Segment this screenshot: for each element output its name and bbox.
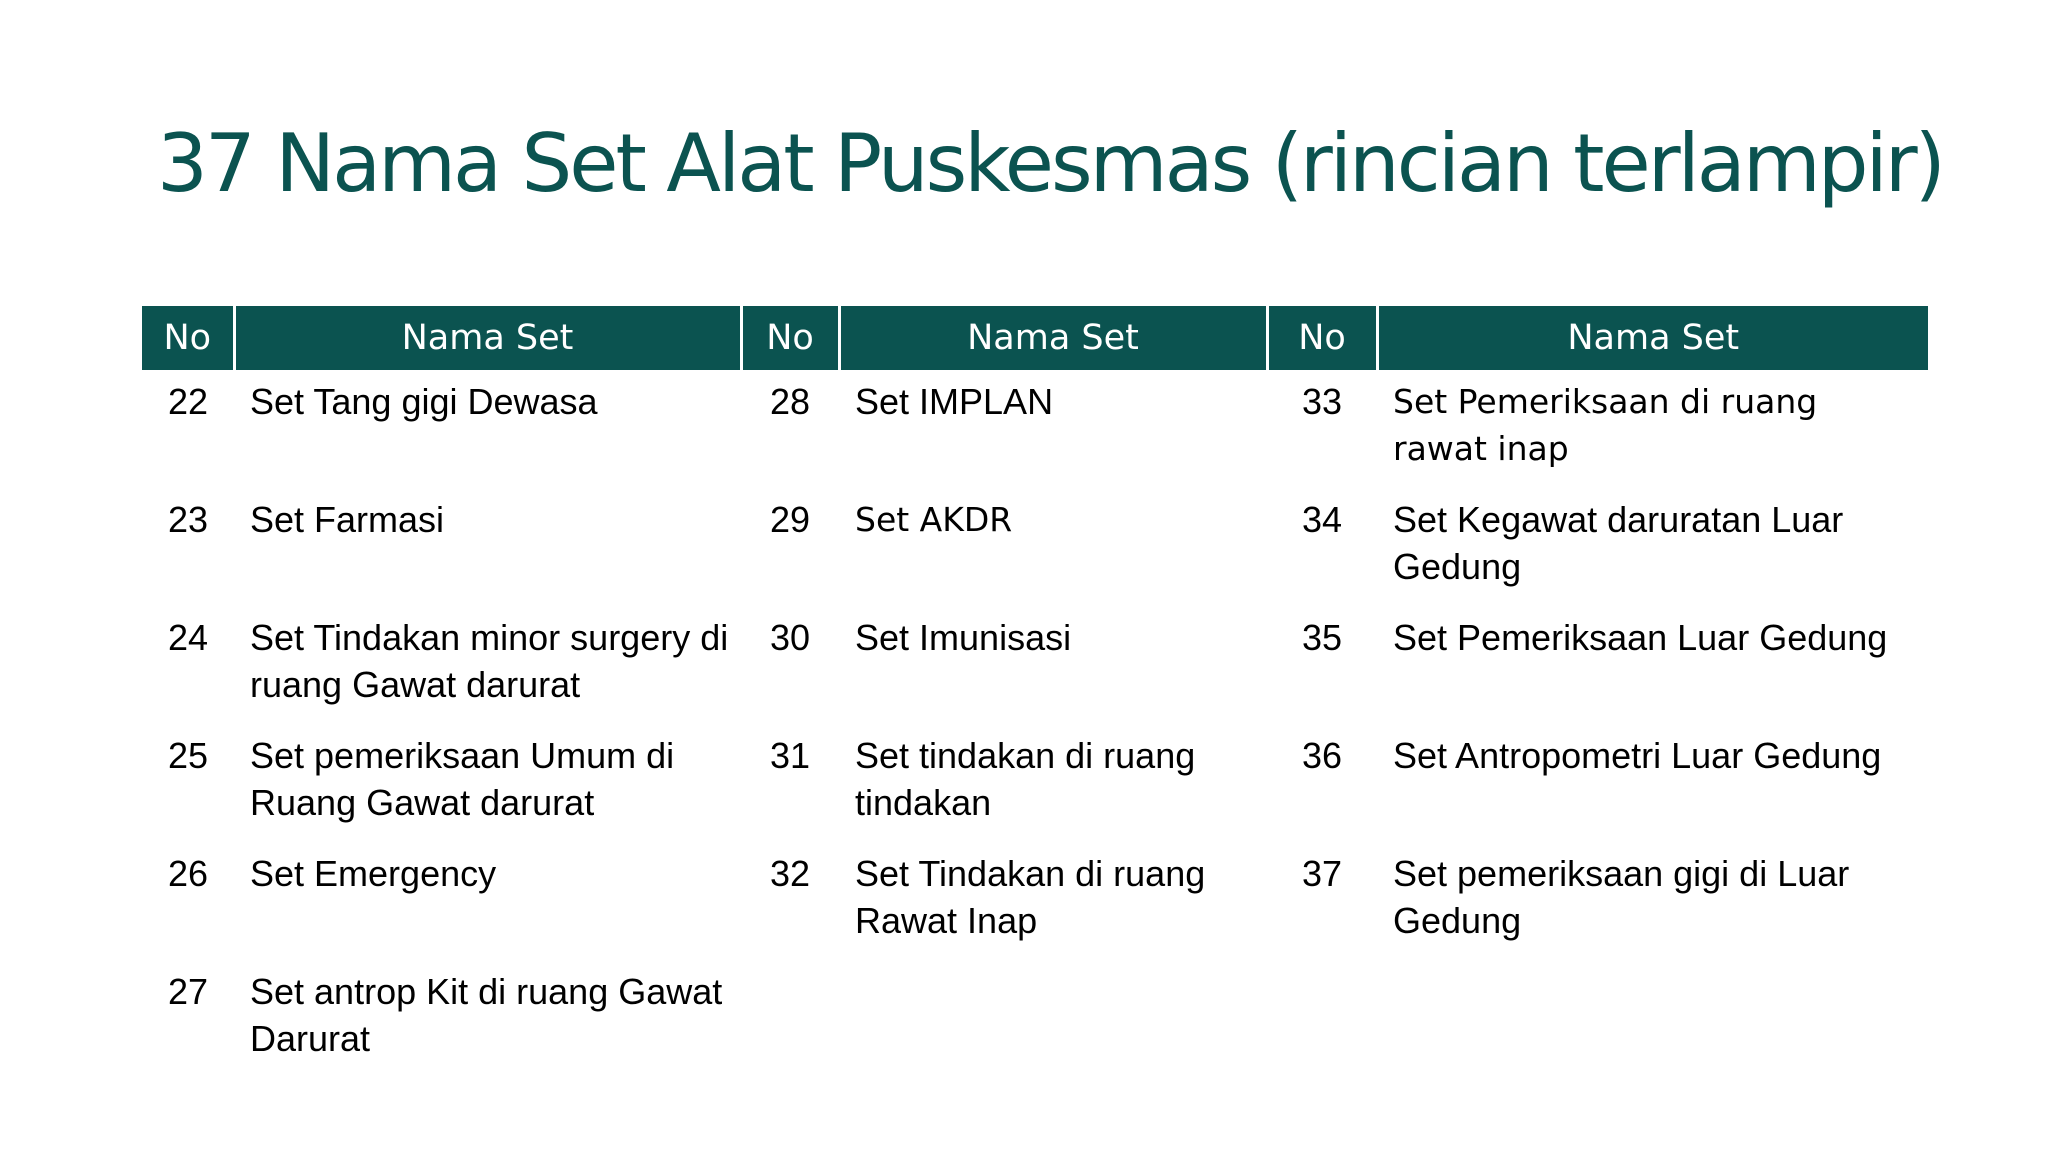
table-row	[142, 370, 1928, 480]
set-name: Set IMPLAN	[855, 381, 1054, 422]
set-name: Set tindakan di ruang tindakan	[855, 735, 1196, 823]
set-number: 33	[1301, 381, 1343, 422]
empty-cell	[839, 952, 1267, 1070]
set-name: Set Antropometri Luar Gedung	[1393, 735, 1882, 776]
set-number: 27	[167, 971, 209, 1012]
set-name: Set Tindakan di ruang Rawat Inap	[855, 853, 1206, 941]
empty-cell	[1267, 952, 1377, 1070]
set-number: 23	[167, 499, 209, 540]
slide-title: 37 Nama Set Alat Puskesmas (rincian terlampir)	[157, 117, 1943, 210]
set-name: Set Tang gigi Dewasa	[250, 381, 598, 422]
header-name: Nama Set	[839, 306, 1267, 370]
set-name: Set AKDR	[855, 500, 1013, 539]
set-number: 22	[167, 381, 209, 422]
table-row	[142, 598, 1928, 716]
set-name: Set Emergency	[250, 853, 497, 894]
set-name: Set Kegawat daruratan Luar Gedung	[1393, 499, 1844, 587]
table-row	[142, 480, 1928, 598]
set-number: 25	[167, 735, 209, 776]
table-row	[142, 952, 1928, 1070]
set-name: Set Tindakan minor surgery di ruang Gawat darurat	[250, 617, 729, 705]
set-number: 26	[167, 853, 209, 894]
set-number: 32	[769, 853, 811, 894]
header-name: Nama Set	[1377, 306, 1928, 370]
set-name: Set antrop Kit di ruang Gawat Darurat	[250, 971, 723, 1059]
set-number: 28	[769, 381, 811, 422]
header-no: No	[142, 306, 234, 370]
set-number: 36	[1301, 735, 1343, 776]
set-number: 37	[1301, 853, 1343, 894]
set-name: Set Pemeriksaan Luar Gedung	[1393, 617, 1888, 658]
set-number: 30	[769, 617, 811, 658]
empty-cell	[1377, 952, 1928, 1070]
set-name: Set Pemeriksaan di ruang rawat inap	[1393, 382, 1818, 468]
set-name: Set Imunisasi	[855, 617, 1072, 658]
equipment-set-table	[142, 306, 1928, 1070]
set-number: 24	[167, 617, 209, 658]
set-number: 31	[769, 735, 811, 776]
set-number: 29	[769, 499, 811, 540]
set-number: 34	[1301, 499, 1343, 540]
empty-cell	[741, 952, 839, 1070]
set-name: Set pemeriksaan gigi di Luar Gedung	[1393, 853, 1850, 941]
header-name: Nama Set	[234, 306, 741, 370]
set-number: 35	[1301, 617, 1343, 658]
table-header-row	[142, 306, 1928, 370]
header-no: No	[1267, 306, 1377, 370]
set-name: Set pemeriksaan Umum di Ruang Gawat darurat	[250, 735, 675, 823]
header-no: No	[741, 306, 839, 370]
set-name: Set Farmasi	[250, 499, 445, 540]
table-row	[142, 716, 1928, 834]
table-row	[142, 834, 1928, 952]
